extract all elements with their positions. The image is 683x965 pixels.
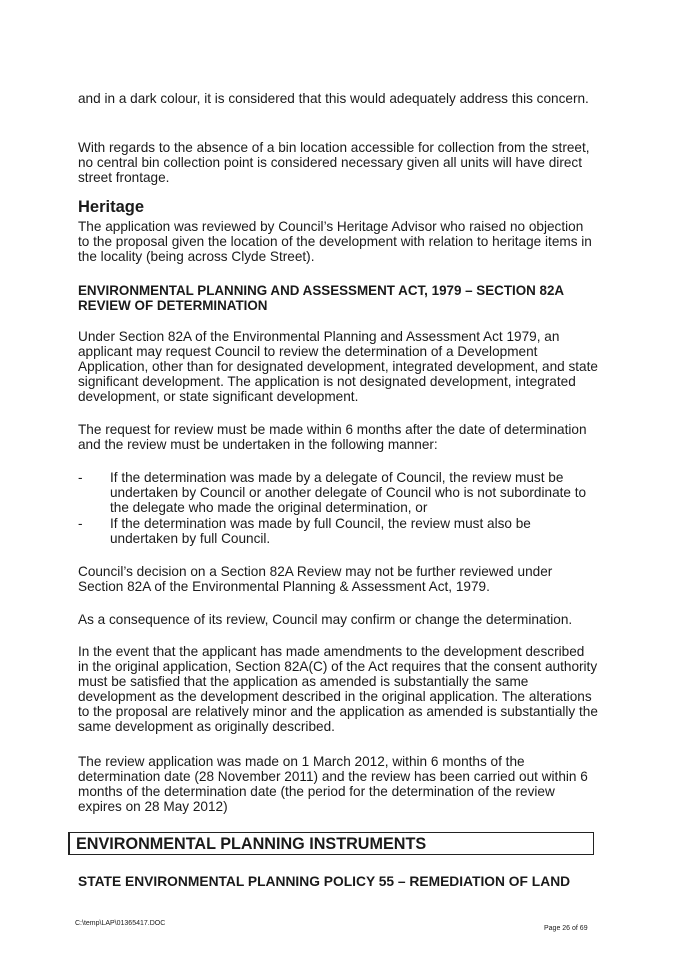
epi-heading-box (68, 832, 594, 855)
paragraph-request-review: The request for review must be made within 6 months after the date of determination and the review must be undertaken in the following manner: (78, 422, 587, 452)
paragraph-continuation: and in a dark colour, it is considered that this would adequately address this concern. (78, 91, 589, 106)
list-dash: - (78, 470, 83, 485)
footer-file-path: C:\temp\LAP\01365417.DOC (75, 920, 166, 927)
paragraph-review-date: The review application was made on 1 March 2012, within 6 months of the determination date (28 November 2011) and the review has been carried out within 6 months of the determination date (the period for the determination of the review expires on 28 May 2012) (78, 754, 588, 814)
paragraph-heritage: The application was reviewed by Council’s Heritage Advisor who raised no objection to the proposal given the location of the development with relation to heritage items in the locality (being across Clyde Street). (78, 219, 592, 264)
paragraph-council-decision: Council’s decision on a Section 82A Review may not be further reviewed under Section 82A of the Environmental Planning & Assessment Act, 1979. (78, 564, 553, 594)
list-item-text: If the determination was made by a delegate of Council, the review must be undertaken by Council or another delegate of Council who is not subordinate to the delegate who made the original determination, or (110, 470, 587, 515)
sepp-55-heading: STATE ENVIRONMENTAL PLANNING POLICY 55 – REMEDIATION OF LAND (78, 874, 571, 889)
paragraph-bin-location: With regards to the absence of a bin location accessible for collection from the street, no central bin collection point is considered necessary given all units will have direct street frontage. (78, 140, 590, 185)
epi-heading: ENVIRONMENTAL PLANNING INSTRUMENTS (76, 835, 427, 853)
paragraph-consequence: As a consequence of its review, Council may confirm or change the determination. (78, 612, 573, 627)
paragraph-amendments: In the event that the applicant has made amendments to the development described in the original application, Section 82A(C) of the Act requires that the consent authority must be satisfied that the application as amended is substantially the same development as the development described in the original application. The alterations to the proposal are relatively minor and the application as amended is substantially the same development as originally described. (78, 644, 598, 734)
list-dash: - (78, 516, 83, 531)
list-item-text: If the determination was made by full Council, the review must also be undertaken by full Council. (110, 516, 531, 546)
heritage-heading: Heritage (78, 198, 145, 216)
section-82a-heading: ENVIRONMENTAL PLANNING AND ASSESSMENT ACT, 1979 – SECTION 82A REVIEW OF DETERMINATION (78, 283, 564, 313)
footer-page-number: Page 26 of 69 (544, 925, 588, 932)
paragraph-82a-intro: Under Section 82A of the Environmental Planning and Assessment Act 1979, an applicant may request Council to review the determination of a Development Application, other than for designated development, integrated development, and state significant development. The application is not designated development, integrated development, or state significant development. (78, 329, 598, 404)
